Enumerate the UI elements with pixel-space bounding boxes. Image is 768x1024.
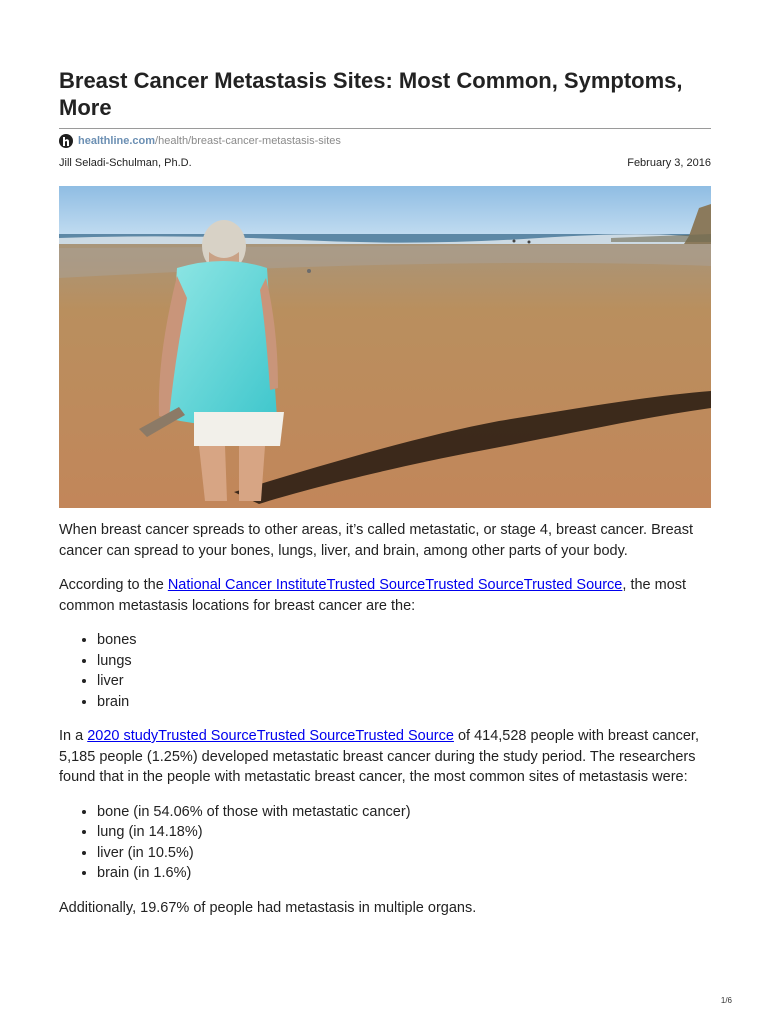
intro-paragraph: When breast cancer spreads to other areas, it’s called metastatic, or stage 4, breast cancer. Breast cancer can spread to your bones, lungs, liver, and brain, among other parts of your body. <box>59 522 694 559</box>
list-item: • lungs <box>97 651 711 672</box>
nci-text-before: According to the <box>59 577 168 593</box>
nci-link[interactable]: National Cancer InstituteTrusted SourceTrusted SourceTrusted Source <box>167 577 623 593</box>
metastasis-sites-list <box>59 802 711 884</box>
study-link[interactable]: 2020 studyTrusted SourceTrusted SourceTrusted Source <box>87 728 454 744</box>
list-item: • lung (in 14.18%) <box>97 822 711 843</box>
study-text-after: of 414,528 people with breast cancer, 5,185 people (1.25%) developed metastatic breast cancer during the study period. The researchers found that in the people with metastatic breast cancer, the most common sites of metastasis were: <box>59 728 699 785</box>
author: Jill Seladi-Schulman, Ph.D. <box>59 157 192 169</box>
study-paragraph <box>59 726 711 788</box>
list-item: • liver (in 10.5%) <box>97 843 711 864</box>
source-path: /health/breast-cancer-metastasis-sites <box>155 135 341 147</box>
page-title: Breast Cancer Metastasis Sites: Most Common, Symptoms, More <box>59 68 683 120</box>
additional-paragraph: Additionally, 19.67% of people had metastasis in multiple organs. <box>59 899 477 916</box>
byline <box>59 157 711 169</box>
metastasis-locations-list <box>59 630 711 712</box>
publish-date: February 3, 2016 <box>627 157 711 169</box>
healthline-logo-icon <box>59 134 73 148</box>
list-item: • brain <box>97 692 711 713</box>
list-item: • brain (in 1.6%) <box>97 863 711 884</box>
source-line <box>59 133 341 149</box>
list-item: • bone (in 54.06% of those with metastatic cancer) <box>97 802 711 823</box>
nci-text-after: , the most common metastasis locations for breast cancer are the: <box>59 577 687 614</box>
page-number: 1/6 <box>720 996 732 1005</box>
article-body <box>59 520 711 932</box>
source-domain-link[interactable]: healthline.com <box>78 135 156 147</box>
title-divider <box>59 128 711 129</box>
study-text-before: In a <box>59 728 88 744</box>
hero-image <box>59 186 711 508</box>
nci-paragraph <box>59 575 711 616</box>
list-item: • liver <box>97 671 711 692</box>
list-item: • bones <box>97 630 711 651</box>
